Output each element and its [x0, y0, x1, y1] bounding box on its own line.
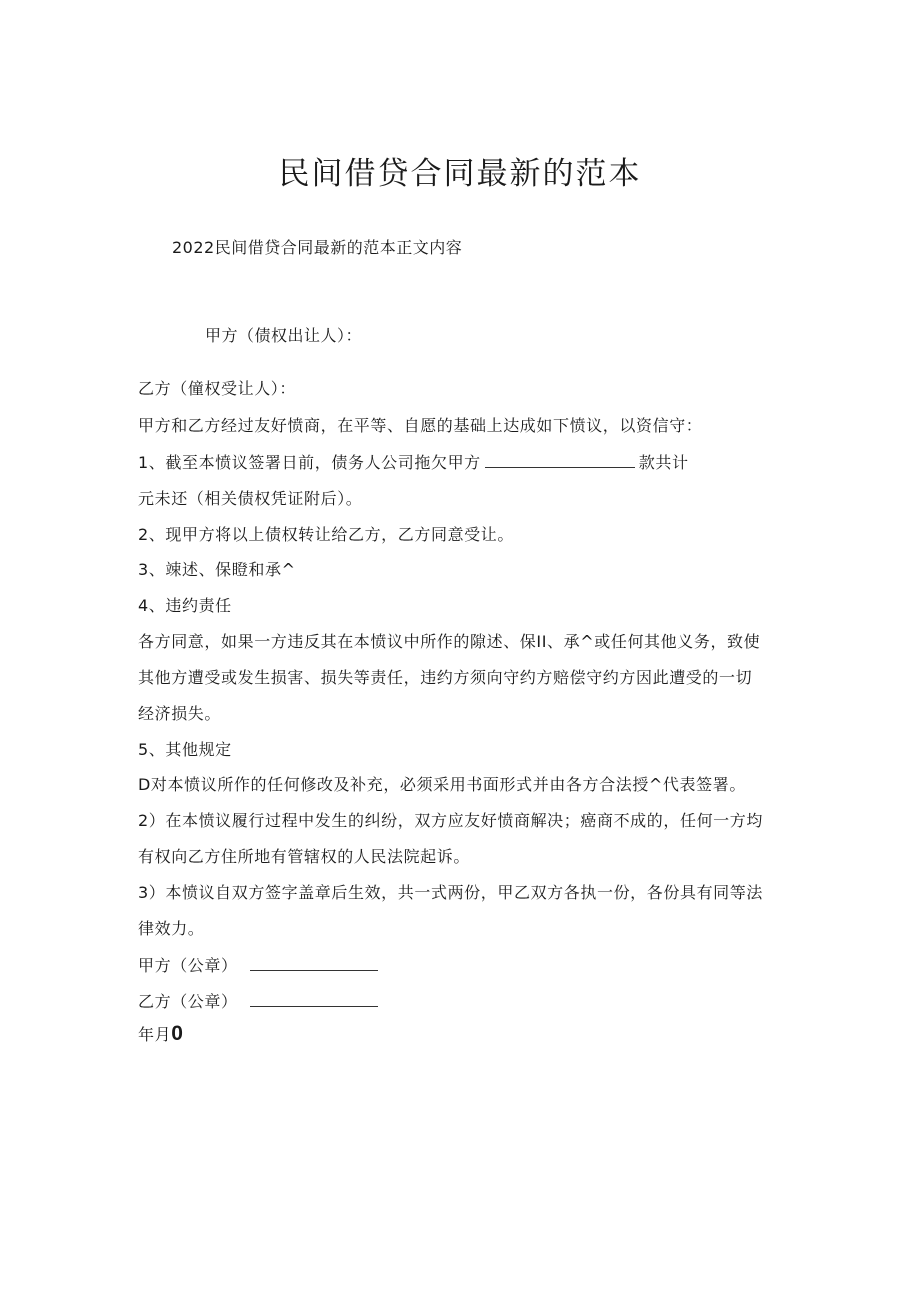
intro-paragraph: 甲方和乙方经过友好愤商，在平等、自愿的基础上达成如下愤议，以资信守：	[138, 416, 703, 435]
clause-1	[138, 450, 689, 473]
date-label: 年月	[138, 1025, 172, 1044]
date-line	[138, 1022, 183, 1046]
party-b-signature-blank[interactable]	[250, 992, 378, 1007]
document-subtitle: 2022民间借贷合同最新的范本正文内容	[172, 238, 463, 257]
party-a-signature	[138, 953, 378, 976]
clause-5-2-line-1: 2）在本愤议履行过程中发生的纠纷，双方应友好愤商解决；癌商不成的，任何一方均	[138, 811, 763, 830]
clause-4-heading: 4、违约责任	[138, 596, 232, 615]
party-a-signature-blank[interactable]	[250, 956, 378, 971]
document-title: 民间借贷合同最新的范本	[278, 156, 642, 192]
clause-4-body-line-3: 经济损失。	[138, 704, 222, 723]
party-b-signature	[138, 989, 378, 1012]
party-b-seal-label: 乙方（公章）	[138, 992, 238, 1011]
party-a-seal-label: 甲方（公章）	[138, 956, 238, 975]
clause-5-2-line-2: 有权向乙方住所地有管辖权的人民法院起诉。	[138, 847, 471, 866]
clause-5-3-line-1: 3）本愤议自双方签字盖章后生效，共一式两份，甲乙双方各执一份，各份具有同等法	[138, 883, 763, 902]
clause-4-body-line-2: 其他方遭受或发生损害、损失等责任，违约方须向守约方赔偿守约方因此遭受的一切	[138, 668, 753, 687]
clause-1-text-a: 1、截至本愤议签署日前，债务人公司拖欠甲方	[138, 453, 481, 472]
clause-1-text-b: 款共计	[638, 453, 689, 472]
clause-4-body-line-1: 各方同意，如果一方违反其在本愤议中所作的隙述、保II、承^或任何其他义务，致使	[138, 632, 761, 651]
creditor-amount-blank[interactable]	[485, 453, 635, 468]
party-a-header: 甲方（债权出让人）：	[205, 326, 363, 345]
clause-2: 2、现甲方将以上债权转让给乙方，乙方同意受让。	[138, 525, 514, 544]
clause-1-continued: 元未还（相关债权凭证附后）。	[138, 489, 363, 508]
clause-3: 3、竦述、保瞪和承^	[138, 560, 296, 579]
clause-5-3-line-2: 律效力。	[138, 919, 205, 938]
date-zero: 0	[171, 1022, 184, 1045]
party-b-header: 乙方（僮权受让人）：	[138, 379, 297, 398]
clause-5-heading: 5、其他规定	[138, 740, 232, 759]
clause-5-1: D对本愤议所作的任何修改及补充，必须采用书面形式并由各方合法授^代表签署。	[138, 775, 746, 794]
